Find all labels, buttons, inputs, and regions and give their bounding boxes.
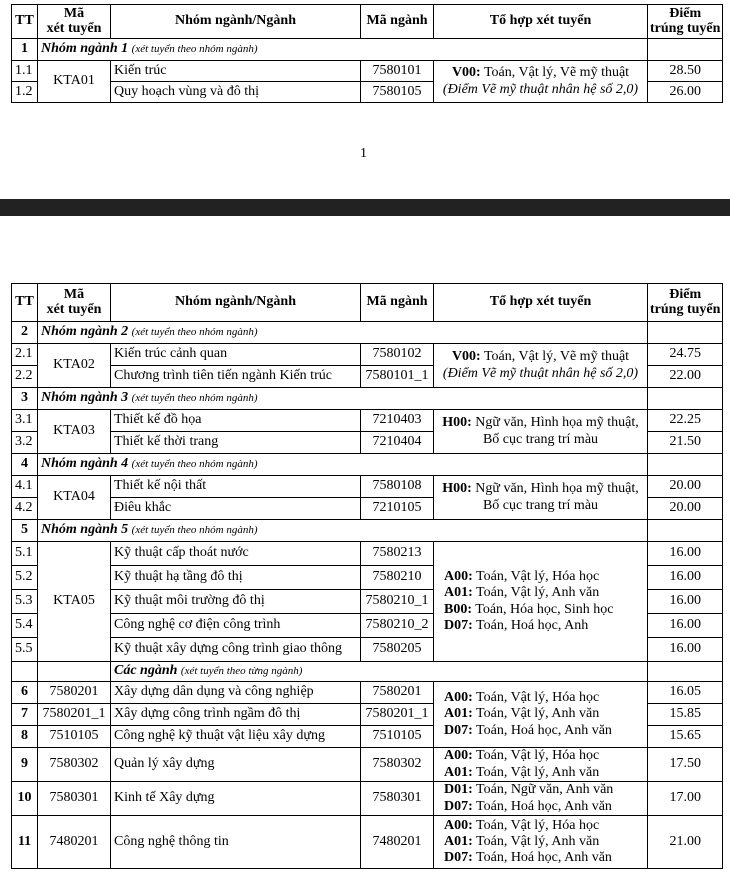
table-row: 10 7580301 Kinh tế Xây dựng 7580301 D01: Toán, Ngữ văn, Anh văn D07: Toán, Hoá học, Anh văn 17.00	[12, 782, 723, 816]
table-row: 1.2 Quy hoạch vùng và đô thị 7580105 26.00	[12, 82, 723, 103]
col-nhom-nganh: Nhóm ngành/Ngành	[111, 284, 361, 322]
group-row: 4 Nhóm ngành 4 (xét tuyển theo nhóm ngành)	[12, 454, 723, 476]
table-row: 9 7580302 Quản lý xây dựng 7580302 A00: Toán, Vật lý, Hóa học A01: Toán, Vật lý, Anh văn 17.50	[12, 748, 723, 782]
admission-table-page1	[11, 4, 723, 103]
col-ma-xet-tuyen: Mã xét tuyển	[38, 284, 111, 322]
col-tt: TT	[12, 284, 38, 322]
table-row: 2.1 KTA02 Kiến trúc cảnh quan 7580102 V00: Toán, Vật lý, Vẽ mỹ thuật (Điểm Vẽ mỹ thuật nhân hệ số 2,0) 24.75	[12, 344, 723, 366]
combo-cell: H00: Ngữ văn, Hình họa mỹ thuật, Bố cục trang trí màu	[434, 410, 648, 454]
table-row: 4.2 Điêu khắc 7210105 20.00	[12, 498, 723, 520]
group-row: Các ngành (xét tuyển theo từng ngành)	[12, 662, 723, 682]
table-row: 5.2 Kỹ thuật hạ tầng đô thị 7580210 16.00	[12, 566, 723, 590]
table-row: 5.4 Công nghệ cơ điện công trình 7580210_2 16.00	[12, 614, 723, 638]
group-row: 5 Nhóm ngành 5 (xét tuyển theo nhóm ngành)	[12, 520, 723, 542]
page-number: 1	[360, 146, 367, 161]
header-row	[12, 5, 723, 39]
table-row: 11 7480201 Công nghệ thông tin 7480201 A00: Toán, Vật lý, Hóa học A01: Toán, Vật lý, Anh văn D07: Toán, Hoá học, Anh văn 21.00	[12, 816, 723, 869]
admission-table-page2	[11, 283, 723, 869]
col-diem: Điểm trúng tuyển	[648, 284, 723, 322]
group-row: 3 Nhóm ngành 3 (xét tuyển theo nhóm ngành)	[12, 388, 723, 410]
combo-cell: A00: Toán, Vật lý, Hóa học A01: Toán, Vật lý, Anh văn	[434, 748, 648, 782]
col-ma-nganh: Mã ngành	[361, 284, 434, 322]
page-divider	[0, 199, 730, 216]
col-nhom-nganh: Nhóm ngành/Ngành	[111, 5, 361, 39]
combo-cell: D01: Toán, Ngữ văn, Anh văn D07: Toán, Hoá học, Anh văn	[434, 782, 648, 816]
col-to-hop: Tổ hợp xét tuyển	[434, 284, 648, 322]
col-ma-xet-tuyen: Mã xét tuyển	[38, 5, 111, 39]
col-to-hop: Tổ hợp xét tuyển	[434, 5, 648, 39]
table-row: 7 7580201_1 Xây dựng công trình ngầm đô thị 7580201_1 15.85	[12, 704, 723, 726]
combo-cell: A00: Toán, Vật lý, Hóa học A01: Toán, Vật lý, Anh văn D07: Toán, Hoá học, Anh văn	[434, 682, 648, 748]
header-row	[12, 284, 723, 322]
combo-cell: A00: Toán, Vật lý, Hóa học A01: Toán, Vật lý, Anh văn B00: Toán, Hóa học, Sinh học D07: Toán, Hoá học, Anh	[434, 542, 648, 662]
group-row: 2 Nhóm ngành 2 (xét tuyển theo nhóm ngành)	[12, 322, 723, 344]
table-row: 1.1 KTA01 Kiến trúc 7580101 V00: Toán, Vật lý, Vẽ mỹ thuật (Điểm Vẽ mỹ thuật nhân hệ số 2,0) 28.50	[12, 61, 723, 82]
combo-cell: V00: Toán, Vật lý, Vẽ mỹ thuật (Điểm Vẽ mỹ thuật nhân hệ số 2,0)	[434, 61, 648, 103]
table-row: 3.1 KTA03 Thiết kế đồ họa 7210403 H00: Ngữ văn, Hình họa mỹ thuật, Bố cục trang trí màu 22.25	[12, 410, 723, 432]
table-row: 6 7580201 Xây dựng dân dụng và công nghiệp 7580201 A00: Toán, Vật lý, Hóa học A01: Toán, Vật lý, Anh văn D07: Toán, Hoá học, Anh văn 16.05	[12, 682, 723, 704]
table-row: 8 7510105 Công nghệ kỹ thuật vật liệu xây dựng 7510105 15.65	[12, 726, 723, 748]
combo-cell: A00: Toán, Vật lý, Hóa học A01: Toán, Vật lý, Anh văn D07: Toán, Hoá học, Anh văn	[434, 816, 648, 869]
table-row: 4.1 KTA04 Thiết kế nội thất 7580108 H00: Ngữ văn, Hình họa mỹ thuật, Bố cục trang trí màu 20.00	[12, 476, 723, 498]
col-diem: Điểm trúng tuyển	[648, 5, 723, 39]
group-row: 1 Nhóm ngành 1 (xét tuyển theo nhóm ngành)	[12, 39, 723, 61]
table-row: 2.2 Chương trình tiên tiến ngành Kiến trúc 7580101_1 22.00	[12, 366, 723, 388]
col-tt: TT	[12, 5, 38, 39]
table-row: 3.2 Thiết kế thời trang 7210404 21.50	[12, 432, 723, 454]
table-row: 5.1 KTA05 Kỹ thuật cấp thoát nước 7580213 A00: Toán, Vật lý, Hóa học A01: Toán, Vật lý, Anh văn B00: Toán, Hóa học, Sinh học D07: Toán, Hoá học, Anh 16.00	[12, 542, 723, 566]
combo-cell: V00: Toán, Vật lý, Vẽ mỹ thuật (Điểm Vẽ mỹ thuật nhân hệ số 2,0)	[434, 344, 648, 388]
table-row: 5.3 Kỹ thuật môi trường đô thị 7580210_1 16.00	[12, 590, 723, 614]
col-ma-nganh: Mã ngành	[361, 5, 434, 39]
table-row: 5.5 Kỹ thuật xây dựng công trình giao thông 7580205 16.00	[12, 638, 723, 662]
combo-cell: H00: Ngữ văn, Hình họa mỹ thuật, Bố cục trang trí màu	[434, 476, 648, 520]
